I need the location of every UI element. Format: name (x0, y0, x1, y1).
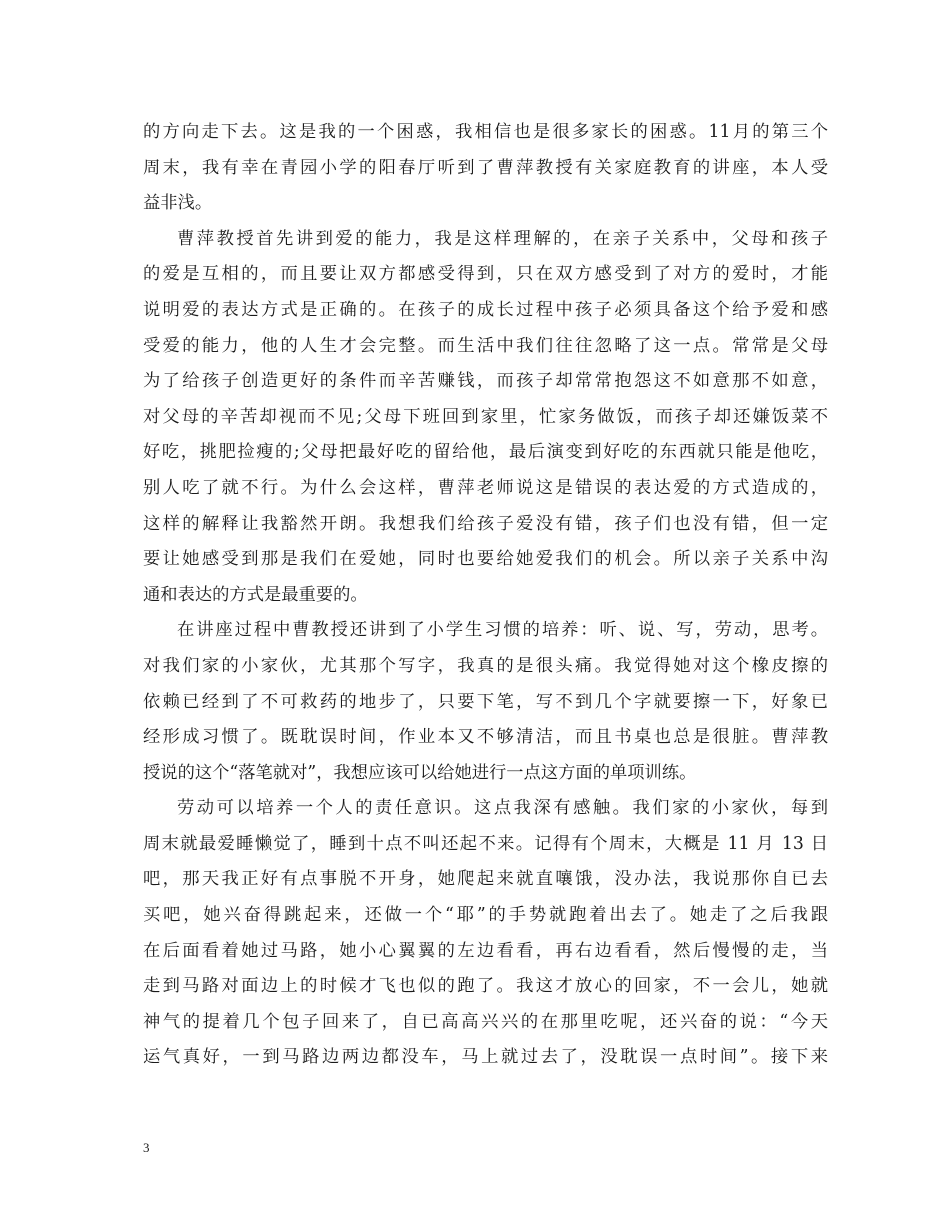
document-body (143, 115, 828, 1076)
text-line: 神气的提着几个包子回来了，自已高高兴兴的在那里吃呢，还兴奋的说：“今天 (143, 1011, 828, 1032)
text-line: 周末就最爱睡懒觉了，睡到十点不叫还起不来。记得有个周末，大概是 11 月 13 日 (143, 833, 828, 854)
text-line: 在讲座过程中曹教授还讲到了小学生习惯的培养：听、说、写，劳动，思考。 (177, 620, 828, 641)
text-line: 运气真好，一到马路边两边都没车，马上就过去了，没耽误一点时间”。接下来 (143, 1047, 828, 1068)
text-line: 对父母的辛苦却视而不见;父母下班回到家里，忙家务做饭，而孩子却还嫌饭菜不 (143, 406, 828, 427)
text-line: 通和表达的方式是最重要的。 (143, 584, 368, 605)
text-line: 吧，那天我正好有点事脱不开身，她爬起来就直嚷饿，没办法，我说那你自已去 (143, 869, 828, 890)
text-line: 劳动可以培养一个人的责任意识。这点我深有感触。我们家的小家伙，每到 (177, 798, 828, 819)
text-line: 授说的这个“落笔就对”，我想应该可以给她进行一点这方面的单项训练。 (143, 762, 697, 783)
text-line: 周末，我有幸在青园小学的阳春厅听到了曹萍教授有关家庭教育的讲座，本人受 (143, 157, 828, 178)
text-line: 为了给孩子创造更好的条件而辛苦赚钱，而孩子却常常抱怨这不如意那不如意， (143, 371, 828, 392)
text-line: 受爱的能力，他的人生才会完整。而生活中我们往往忽略了这一点。常常是父母 (143, 335, 828, 356)
text-line: 别人吃了就不行。为什么会这样，曹萍老师说这是错误的表达爱的方式造成的， (143, 477, 828, 498)
text-line: 买吧，她兴奋得跳起来，还做一个“耶”的手势就跑着出去了。她走了之后我跟 (143, 905, 828, 926)
page-number: 3 (143, 1140, 150, 1155)
text-line: 经形成习惯了。既耽误时间，作业本又不够清洁，而且书桌也总是很脏。曹萍教 (143, 727, 828, 748)
text-line: 的方向走下去。这是我的一个困惑，我相信也是很多家长的困惑。11月的第三个 (143, 122, 828, 142)
text-line: 的爱是互相的，而且要让双方都感受得到，只在双方感受到了对方的爱时，才能 (143, 264, 828, 285)
text-line: 好吃，挑肥捡瘦的;父母把最好吃的留给他，最后演变到好吃的东西就只能是他吃， (143, 442, 828, 463)
text-line: 在后面看着她过马路，她小心翼翼的左边看看，再右边看看，然后慢慢的走，当 (143, 940, 828, 961)
text-line: 对我们家的小家伙，尤其那个写字，我真的是很头痛。我觉得她对这个橡皮擦的 (143, 655, 828, 676)
text-line: 这样的解释让我豁然开朗。我想我们给孩子爱没有错，孩子们也没有错，但一定 (143, 513, 828, 534)
text-line: 走到马路对面边上的时候才飞也似的跑了。我这才放心的回家，不一会儿，她就 (143, 976, 828, 997)
text-line: 依赖已经到了不可救药的地步了，只要下笔，写不到几个字就要擦一下，好象已 (143, 691, 828, 712)
text-line: 说明爱的表达方式是正确的。在孩子的成长过程中孩子必须具备这个给予爱和感 (143, 299, 828, 320)
text-line: 要让她感受到那是我们在爱她，同时也要给她爱我们的机会。所以亲子关系中沟 (143, 549, 828, 570)
text-line: 益非浅。 (143, 193, 213, 214)
text-line: 曹萍教授首先讲到爱的能力，我是这样理解的，在亲子关系中，父母和孩子 (177, 228, 828, 249)
